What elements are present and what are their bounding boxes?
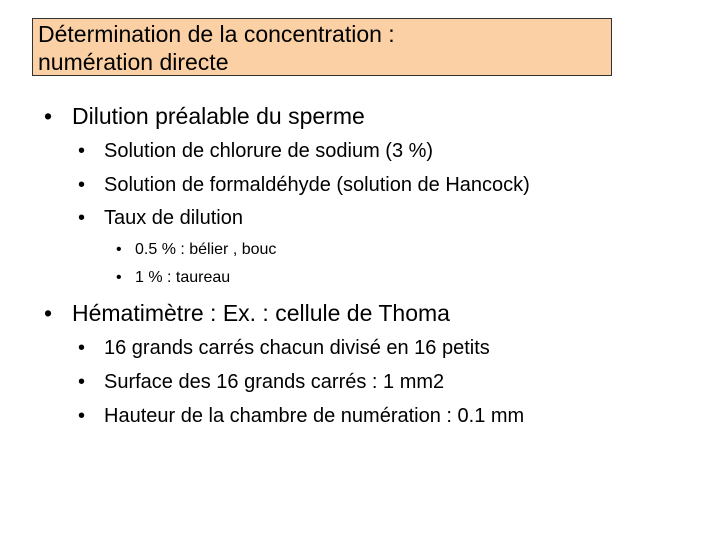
bullet-icon: • bbox=[116, 269, 122, 286]
sub-list-item: 1 % : taureau bbox=[135, 269, 231, 286]
slide-title-line-2: numération directe bbox=[38, 49, 229, 75]
bullet-icon: • bbox=[78, 405, 86, 427]
list-item: Taux de dilution bbox=[104, 207, 243, 229]
bullet-icon: • bbox=[78, 371, 86, 393]
sub-list-item: 0.5 % : bélier , bouc bbox=[135, 241, 277, 258]
slide-title-line-1: Détermination de la concentration : bbox=[38, 21, 395, 47]
bullet-icon: • bbox=[78, 207, 86, 229]
list-item: Solution de chlorure de sodium (3 %) bbox=[104, 140, 434, 162]
bullet-icon: • bbox=[116, 241, 122, 258]
section-heading-hematimetre: Hématimètre : Ex. : cellule de Thoma bbox=[72, 300, 450, 326]
bullet-icon: • bbox=[78, 337, 86, 359]
bullet-icon: • bbox=[78, 174, 86, 196]
bullet-icon: • bbox=[44, 103, 53, 129]
list-item: Hauteur de la chambre de numération : 0.1 mm bbox=[104, 405, 525, 427]
list-item: Surface des 16 grands carrés : 1 mm2 bbox=[104, 371, 445, 393]
list-item: Solution de formaldéhyde (solution de Hancock) bbox=[104, 174, 530, 196]
bullet-icon: • bbox=[78, 140, 86, 162]
section-heading-dilution: Dilution préalable du sperme bbox=[72, 103, 365, 129]
list-item: 16 grands carrés chacun divisé en 16 petits bbox=[104, 337, 490, 359]
bullet-icon: • bbox=[44, 300, 53, 326]
